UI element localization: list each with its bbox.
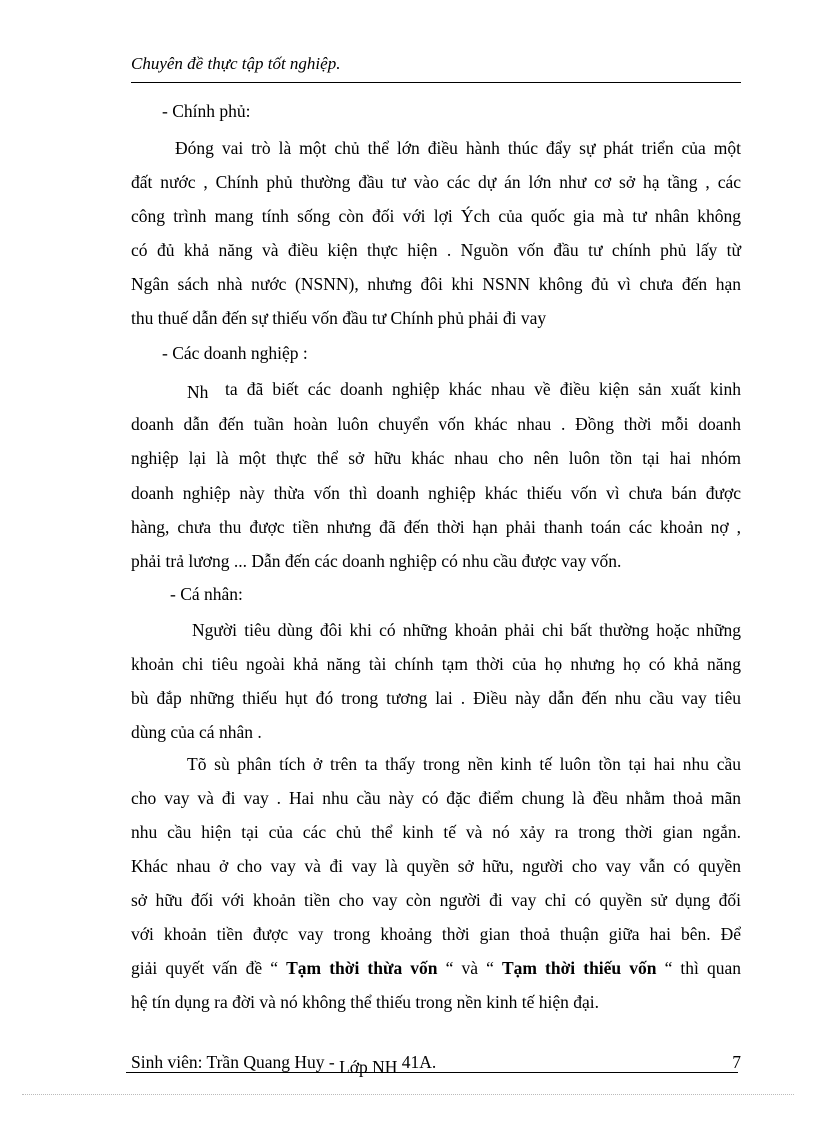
page-number: 7 (732, 1052, 741, 1072)
paragraph-line-with-emphasis (131, 956, 741, 980)
paragraph-line: Người tiêu dùng đôi khi có những khoản phải chi bất thường hoặc những (192, 620, 741, 640)
paragraph-line: ta đã biết các doanh nghiệp khác nhau về điều kiện sản xuất kinh (225, 379, 741, 399)
footer-class-code: 41A. (401, 1052, 437, 1072)
text-segment: giải quyết vấn đề “ (131, 958, 279, 978)
section-heading-individuals: - Cá nhân: (170, 584, 243, 604)
paragraph-line: sở hữu đối với khoản tiền cho vay còn người đi vay chỉ có quyền sử dụng đối (131, 890, 741, 910)
header-divider (131, 82, 741, 83)
paragraph-line: Tõ sù phân tích ở trên ta thấy trong nền kinh tế luôn tồn tại hai nhu cầu (187, 754, 741, 774)
emphasis-shortage: Tạm thời thiếu vốn (501, 958, 657, 978)
section-heading-enterprises: - Các doanh nghiệp : (162, 343, 308, 363)
paragraph-line: bù đắp những thiếu hụt đó trong tương lai . Điều này dẫn đến nhu cầu vay tiêu (131, 688, 741, 708)
paragraph-line: Khác nhau ở cho vay và đi vay là quyền sở hữu, người cho vay vẫn có quyền (131, 856, 741, 876)
paragraph-line: Ngân sách nhà nước (NSNN), nhưng đôi khi NSNN không đủ vì chưa đến hạn (131, 274, 741, 294)
paragraph-line: thu thuế dẫn đến sự thiếu vốn đầu tư Chính phủ phải đi vay (131, 308, 547, 328)
paragraph-first-word: Nh (187, 382, 209, 402)
paragraph-line: nghiệp lại là một thực thể sở hữu khác nhau cho nên luôn tồn tại hai nhóm (131, 448, 741, 468)
paragraph-line: đất nước , Chính phủ thường đầu tư vào các dự án lớn như cơ sở hạ tầng , các (131, 172, 741, 192)
paragraph-line: hàng, chưa thu được tiền nhưng đã đến thời hạn phải thanh toán các khoản nợ , (131, 517, 741, 537)
paragraph-line: Đóng vai trò là một chủ thể lớn điều hành thúc đẩy sự phát triển của một (175, 138, 741, 158)
footer-student-name: Sinh viên: Trần Quang Huy - (131, 1052, 335, 1072)
paragraph-line: công trình mang tính sống còn đối với lợi Ých của quốc gia mà tư nhân không (131, 206, 741, 226)
paragraph-line: doanh dẫn đến tuần hoàn luôn chuyển vốn khác nhau . Đồng thời mỗi doanh (131, 414, 741, 434)
paragraph-line: khoản chi tiêu ngoài khả năng tài chính tạm thời của họ nhưng họ có khả năng (131, 654, 741, 674)
paragraph-line: dùng của cá nhân . (131, 722, 262, 742)
paragraph-line: cho vay và đi vay . Hai nhu cầu này có đặc điểm chung là đều nhằm thoả mãn (131, 788, 741, 808)
page-bottom-border (22, 1094, 794, 1095)
footer-student (131, 1050, 437, 1077)
paragraph-line: hệ tín dụng ra đời và nó không thể thiếu trong nền kinh tế hiện đại. (131, 992, 600, 1012)
paragraph-line: doanh nghiệp này thừa vốn thì doanh nghiệp khác thiếu vốn vì chưa bán được (131, 483, 741, 503)
paragraph-line: phải trả lương ... Dẫn đến các doanh nghiệp có nhu cầu được vay vốn. (131, 551, 622, 571)
paragraph-line: với khoản tiền được vay trong khoảng thời gian thoả thuận giữa hai bên. Để (131, 924, 741, 944)
footer-class-label: Lớp NH (339, 1057, 398, 1077)
text-segment: “ thì quan (664, 958, 742, 978)
emphasis-surplus: Tạm thời thừa vốn (286, 958, 438, 978)
page-header: Chuyên đề thực tập tốt nghiệp. (131, 54, 341, 73)
paragraph-line: có đủ khả năng và điều kiện thực hiện . Nguồn vốn đầu tư chính phủ lấy từ (131, 240, 741, 260)
paragraph-line: nhu cầu hiện tại của các chủ thể kinh tế và nó xảy ra trong thời gian ngắn. (131, 822, 741, 842)
section-heading-government: - Chính phủ: (162, 101, 251, 121)
footer-divider (126, 1072, 738, 1073)
text-segment: “ và “ (445, 958, 494, 978)
